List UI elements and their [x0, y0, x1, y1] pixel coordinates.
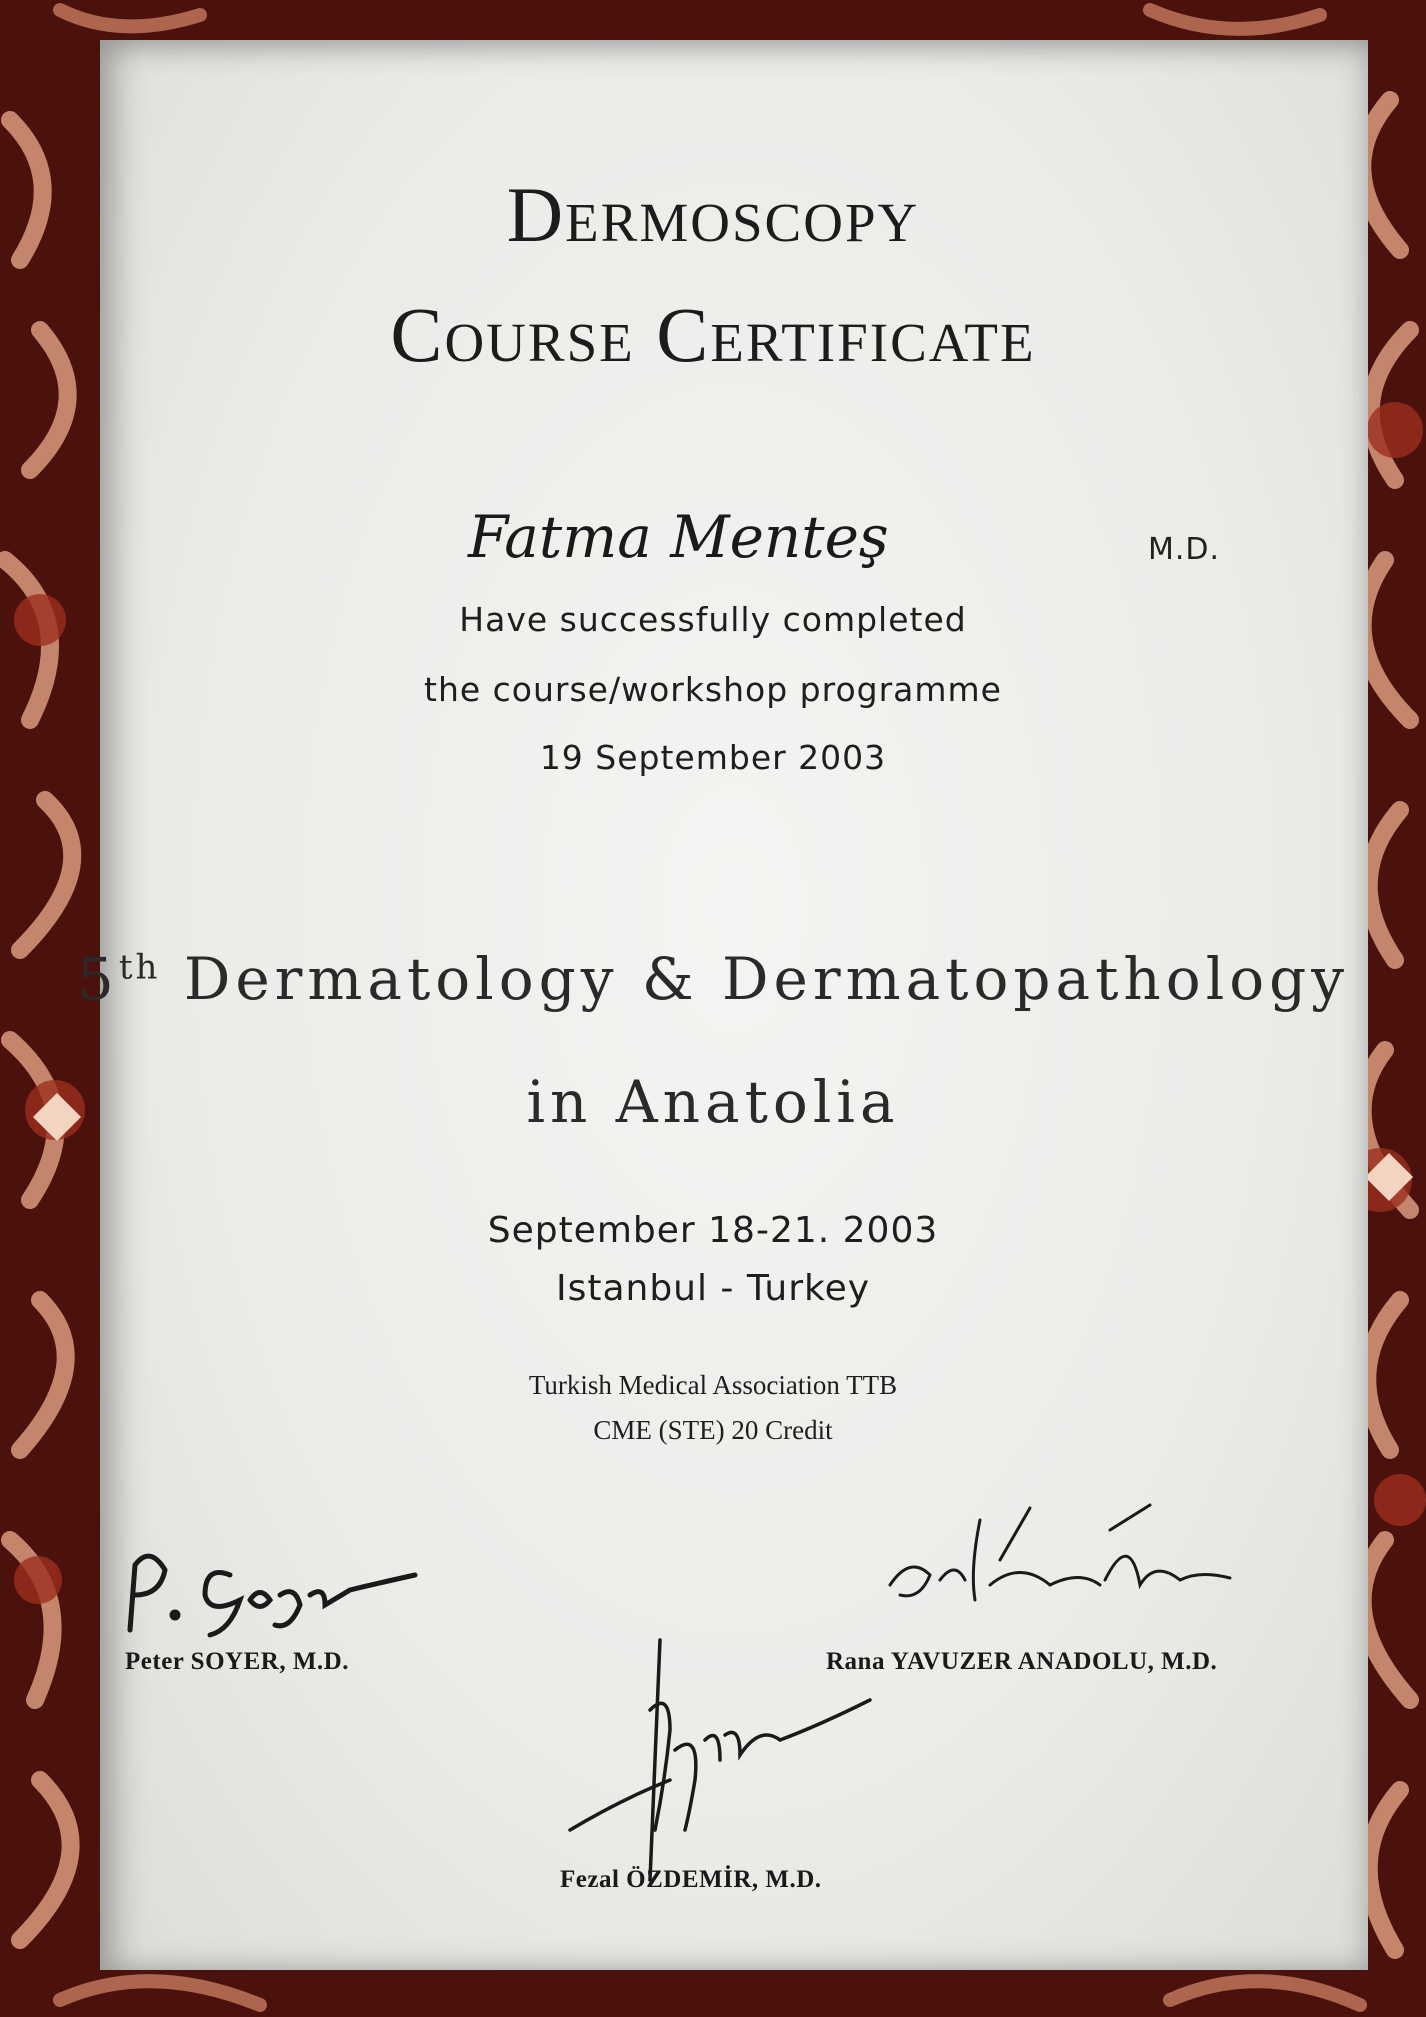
signatory-name-3: Fezal ÖZDEMİR, M.D. — [560, 1866, 822, 1893]
event-name-line2: in Anatolia — [526, 1068, 900, 1136]
event-ordinal-number: 5 — [76, 945, 119, 1013]
event-name-line1 — [0, 945, 1426, 1013]
statement-line1: Have successfully completed — [459, 600, 967, 639]
signature-soyer — [110, 1535, 430, 1645]
event-dates: September 18-21. 2003 — [487, 1210, 939, 1251]
signature-yavuzer-anadolu — [880, 1500, 1240, 1620]
signatory-name-2: Rana YAVUZER ANADOLU, M.D. — [826, 1648, 1218, 1675]
statement-line2: the course/workshop programme — [424, 670, 1002, 709]
completion-date: 19 September 2003 — [539, 738, 887, 777]
recipient-name: Fatma Menteş — [468, 503, 889, 571]
accreditation-line2: CME (STE) 20 Credit — [593, 1415, 833, 1445]
accreditation-line1: Turkish Medical Association TTB — [528, 1370, 898, 1400]
event-location: Istanbul - Turkey — [555, 1268, 871, 1309]
recipient-credential: M.D. — [1148, 532, 1221, 567]
certificate-title-line2: Course Certificate — [390, 291, 1036, 378]
signatory-name-1: Peter SOYER, M.D. — [125, 1648, 349, 1675]
event-title: Dermatology & Dermatopathology — [183, 945, 1350, 1013]
certificate-title-line1: Dermoscopy — [506, 171, 920, 258]
event-ordinal-suffix: th — [118, 947, 161, 988]
